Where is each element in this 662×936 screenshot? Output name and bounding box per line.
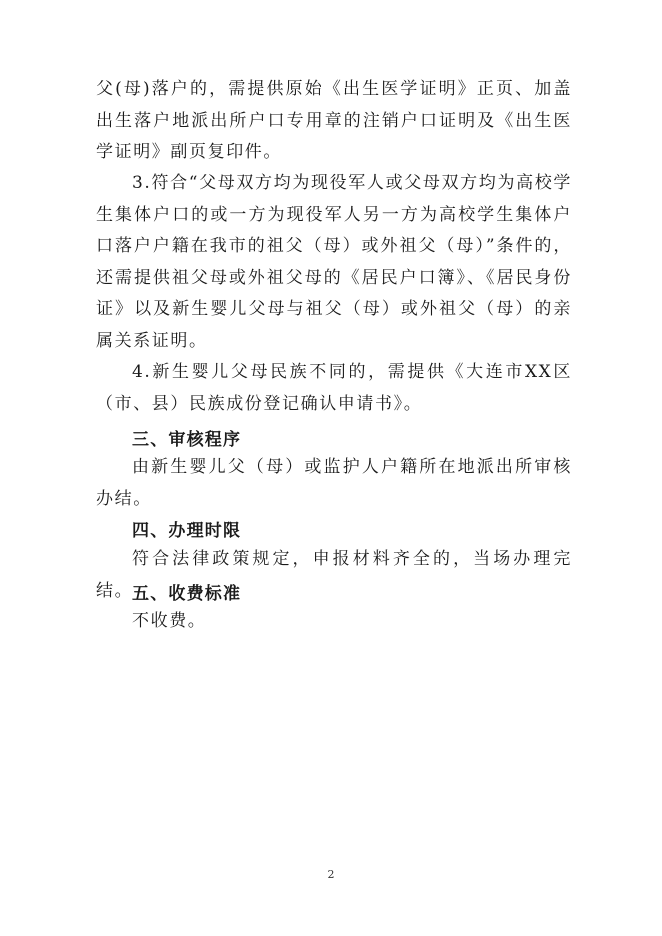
section-heading-review-procedure: 三、审核程序 [132, 430, 242, 450]
paragraph-item-3: 3.符合“父母双方均为现役军人或父母双方均为高校学生集体户口的或一方为现役军人另一方为高校学生集体户口落户户籍在我市的祖父（母）或外祖父（母）”条件的，还需提供祖父母或外祖父母的《居民户口簿》、《居民身份证》以及新生婴儿父母与祖父（母）或外祖父（母）的亲属关系证明。 [96, 173, 572, 351]
section-heading-processing-time: 四、办理时限 [132, 521, 242, 541]
section-heading-fee-standard: 五、收费标准 [132, 584, 242, 604]
paragraph-birth-certificate: 父(母)落户的，需提供原始《出生医学证明》正页、加盖出生落户地派出所户口专用章的注销户口证明及《出生医学证明》副页复印件。 [96, 79, 572, 162]
paragraph-item-4: 4.新生婴儿父母民族不同的，需提供《大连市XX区（市、县）民族成份登记确认申请书》。 [96, 362, 572, 414]
section-text-review-procedure: 由新生婴儿父（母）或监护人户籍所在地派出所审核办结。 [96, 457, 572, 509]
page-number: 2 [327, 868, 335, 881]
section-text-fee-standard: 不收费。 [132, 611, 207, 631]
section-text-processing-time: 符合法律政策规定，申报材料齐全的，当场办理完结。 [96, 549, 572, 601]
